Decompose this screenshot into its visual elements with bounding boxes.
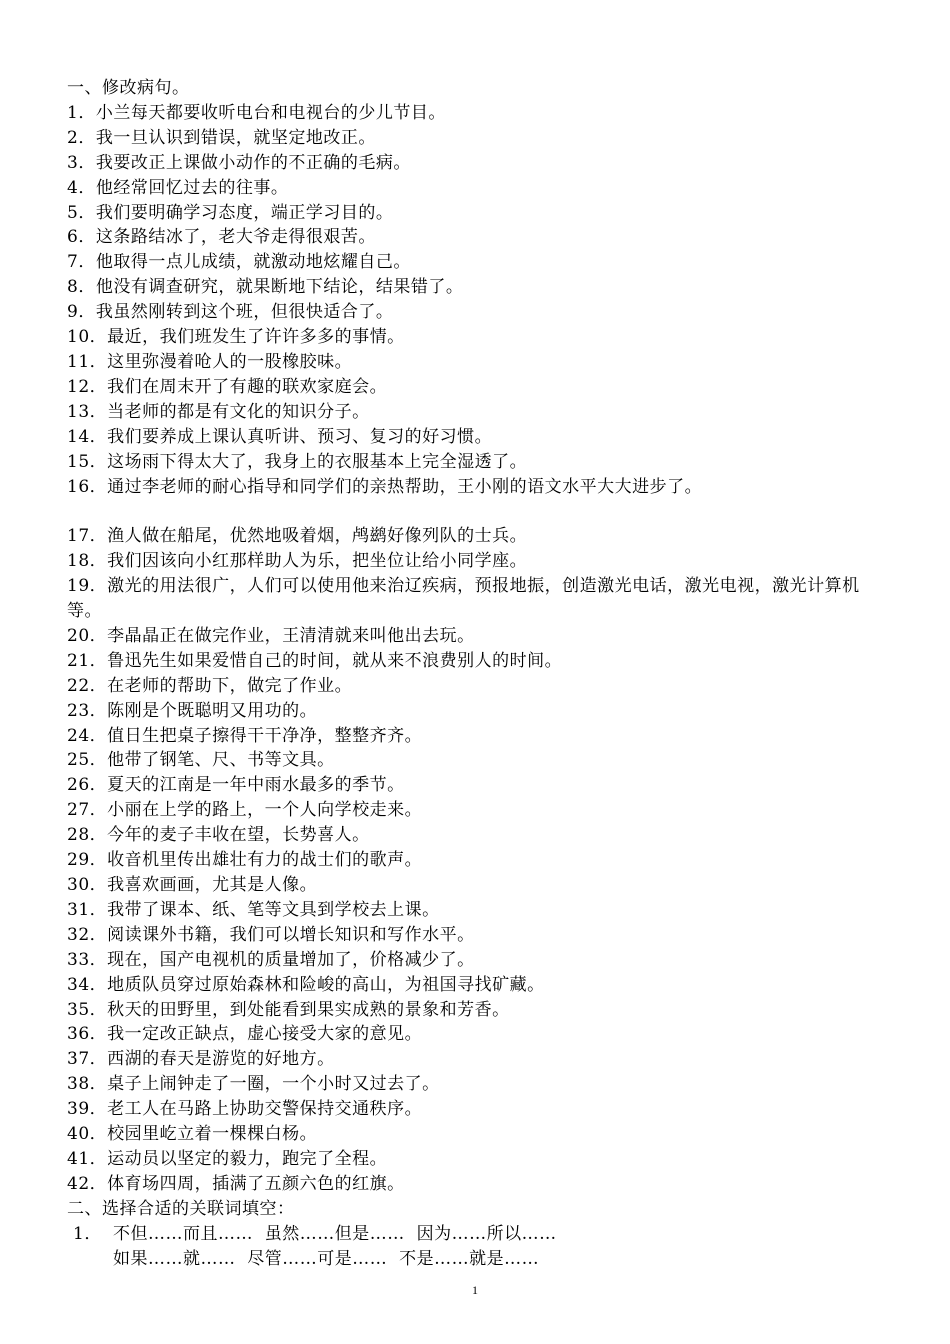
item-number: 30． xyxy=(67,874,108,895)
item-number: 8． xyxy=(67,277,96,298)
item-number: 37． xyxy=(67,1049,108,1070)
item-sentence: 收音机里传出雄壮有力的战士们的歌声。 xyxy=(107,850,423,871)
item-number: 4． xyxy=(67,177,96,198)
item-sentence: 小丽在上学的路上，一个人向学校走来。 xyxy=(107,800,423,821)
item-sentence: 秋天的田野里，到处能看到果实成熟的景象和芳香。 xyxy=(107,999,510,1020)
exercise-item xyxy=(67,574,877,624)
exercise-item xyxy=(67,101,877,126)
item-sentence: 我们要明确学习态度，端正学习目的。 xyxy=(95,202,394,223)
item-sentence: 他带了钢笔、尺、书等文具。 xyxy=(107,750,335,771)
item-sentence: 当老师的都是有文化的知识分子。 xyxy=(107,401,370,422)
item-number: 6． xyxy=(67,227,96,248)
item-sentence: 桌子上闹钟走了一圈，一个小时又过去了。 xyxy=(107,1074,440,1095)
section2-title: 二、选择合适的关联词填空： xyxy=(67,1198,295,1219)
item-number: 11． xyxy=(67,351,108,372)
exercise-item xyxy=(67,300,877,325)
exercise-item xyxy=(67,1097,877,1122)
item-number: 33． xyxy=(67,949,108,970)
exercise-item xyxy=(67,773,877,798)
item-sentence: 我们在周末开了有趣的联欢家庭会。 xyxy=(107,376,388,397)
conjunction-options-line-2: 如果……就…… 尽管……可是…… 不是……就是…… xyxy=(113,1248,540,1269)
exercise-item xyxy=(67,873,877,898)
exercise-item xyxy=(67,674,877,699)
exercise-list-continued xyxy=(67,524,877,1196)
item-sentence: 他取得一点儿成绩，就激动地炫耀自己。 xyxy=(95,252,411,273)
item-sentence: 地质队员穿过原始森林和险峻的高山，为祖国寻找矿藏。 xyxy=(107,974,545,995)
item-number: 29． xyxy=(67,850,108,871)
exercise-item xyxy=(67,998,877,1023)
exercise-item xyxy=(67,400,877,425)
item-number: 14． xyxy=(67,426,108,447)
section2-item-number: 1． xyxy=(73,1223,102,1244)
exercise-item xyxy=(67,275,877,300)
item-number: 1． xyxy=(67,102,96,123)
exercise-item xyxy=(67,176,877,201)
exercise-item xyxy=(67,126,877,151)
exercise-item xyxy=(67,923,877,948)
item-number: 38． xyxy=(67,1074,108,1095)
blank-line xyxy=(67,499,877,524)
item-number: 16． xyxy=(67,476,108,497)
item-number: 28． xyxy=(67,825,108,846)
exercise-item xyxy=(67,375,877,400)
exercise-list xyxy=(67,101,877,500)
item-number: 36． xyxy=(67,1024,108,1045)
item-number: 19． xyxy=(67,576,108,597)
item-sentence: 我一定改正缺点，虚心接受大家的意见。 xyxy=(107,1024,423,1045)
item-sentence: 他没有调查研究，就果断地下结论，结果错了。 xyxy=(95,277,464,298)
item-sentence: 这里弥漫着呛人的一股橡胶味。 xyxy=(107,351,353,372)
item-number: 25． xyxy=(67,750,108,771)
conjunction-options-row-2 xyxy=(67,1247,877,1272)
exercise-item xyxy=(67,748,877,773)
exercise-item xyxy=(67,624,877,649)
exercise-item xyxy=(67,699,877,724)
item-number: 24． xyxy=(67,725,108,746)
item-number: 42． xyxy=(67,1173,108,1194)
exercise-item xyxy=(67,1022,877,1047)
exercise-item xyxy=(67,1047,877,1072)
exercise-item xyxy=(67,201,877,226)
item-number: 9． xyxy=(67,302,96,323)
item-sentence: 我喜欢画画，尤其是人像。 xyxy=(107,874,318,895)
item-number: 32． xyxy=(67,924,108,945)
item-number: 20． xyxy=(67,625,108,646)
item-number: 26． xyxy=(67,775,108,796)
exercise-item xyxy=(67,450,877,475)
exercise-item xyxy=(67,151,877,176)
exercise-item xyxy=(67,973,877,998)
item-number: 21． xyxy=(67,650,108,671)
exercise-item xyxy=(67,1147,877,1172)
item-number: 10． xyxy=(67,327,108,348)
item-sentence: 今年的麦子丰收在望，长势喜人。 xyxy=(107,825,370,846)
item-number: 3． xyxy=(67,152,96,173)
exercise-item xyxy=(67,948,877,973)
item-sentence: 我一旦认识到错误，就坚定地改正。 xyxy=(95,127,376,148)
item-sentence: 我虽然刚转到这个班，但很快适合了。 xyxy=(95,302,394,323)
exercise-item xyxy=(67,798,877,823)
item-number: 23． xyxy=(67,700,108,721)
section1-title: 一、修改病句。 xyxy=(67,78,190,98)
exercise-item xyxy=(67,549,877,574)
item-sentence: 他经常回忆过去的往事。 xyxy=(95,177,289,198)
item-sentence: 渔人做在船尾，优然地吸着烟，鸬鹚好像列队的士兵。 xyxy=(107,526,528,547)
exercise-item xyxy=(67,475,877,500)
exercise-item xyxy=(67,1122,877,1147)
exercise-item xyxy=(67,823,877,848)
item-number: 2． xyxy=(67,127,96,148)
item-sentence: 激光的用法很广，人们可以使用他来治辽疾病，预报地振，创造激光电话，激光电视，激光计算机等。 xyxy=(67,576,860,622)
exercise-item xyxy=(67,425,877,450)
item-sentence: 夏天的江南是一年中雨水最多的季节。 xyxy=(107,775,405,796)
item-number: 18． xyxy=(67,551,108,572)
item-number: 35． xyxy=(67,999,108,1020)
exercise-item xyxy=(67,898,877,923)
exercise-item xyxy=(67,350,877,375)
exercise-item xyxy=(67,250,877,275)
item-sentence: 这场雨下得太大了，我身上的衣服基本上完全湿透了。 xyxy=(107,451,528,472)
item-number: 22． xyxy=(67,675,108,696)
exercise-item xyxy=(67,1072,877,1097)
item-sentence: 小兰每天都要收听电台和电视台的少儿节目。 xyxy=(95,102,446,123)
item-number: 15． xyxy=(67,451,108,472)
document-content xyxy=(67,76,877,1271)
item-sentence: 我们要养成上课认真听讲、预习、复习的好习惯。 xyxy=(107,426,493,447)
item-sentence: 李晶晶正在做完作业，王清清就来叫他出去玩。 xyxy=(107,625,475,646)
exercise-item xyxy=(67,524,877,549)
page-number: 1 xyxy=(472,1283,478,1297)
item-number: 13． xyxy=(67,401,108,422)
item-sentence: 运动员以坚定的毅力，跑完了全程。 xyxy=(107,1148,388,1169)
item-sentence: 陈刚是个既聪明又用功的。 xyxy=(107,700,318,721)
item-sentence: 体育场四周，插满了五颜六色的红旗。 xyxy=(107,1173,405,1194)
item-sentence: 我要改正上课做小动作的不正确的毛病。 xyxy=(95,152,411,173)
item-number: 40． xyxy=(67,1124,108,1145)
item-number: 12． xyxy=(67,376,108,397)
item-sentence: 我们因该向小红那样助人为乐，把坐位让给小同学座。 xyxy=(107,551,528,572)
item-sentence: 通过李老师的耐心指导和同学们的亲热帮助，王小刚的语文水平大大进步了。 xyxy=(107,476,703,497)
exercise-item xyxy=(67,225,877,250)
item-sentence: 现在，国产电视机的质量增加了，价格减少了。 xyxy=(107,949,475,970)
item-sentence: 校园里屹立着一棵棵白杨。 xyxy=(107,1124,318,1145)
item-number: 7． xyxy=(67,252,96,273)
item-number: 34． xyxy=(67,974,108,995)
exercise-item xyxy=(67,724,877,749)
item-number: 41． xyxy=(67,1148,108,1169)
conjunction-options-row-1 xyxy=(67,1222,877,1247)
item-sentence: 我带了课本、纸、笔等文具到学校去上课。 xyxy=(107,899,440,920)
item-number: 27． xyxy=(67,800,108,821)
item-number: 5． xyxy=(67,202,96,223)
conjunction-options-line-1: 不但……而且…… 虽然……但是…… 因为……所以…… xyxy=(113,1223,557,1244)
item-sentence: 阅读课外书籍，我们可以增长知识和写作水平。 xyxy=(107,924,475,945)
exercise-item xyxy=(67,649,877,674)
exercise-item xyxy=(67,1172,877,1197)
exercise-item xyxy=(67,848,877,873)
item-sentence: 值日生把桌子擦得干干净净，整整齐齐。 xyxy=(107,725,423,746)
exercise-item xyxy=(67,325,877,350)
item-sentence: 西湖的春天是游览的好地方。 xyxy=(107,1049,335,1070)
item-number: 39． xyxy=(67,1099,108,1120)
item-sentence: 在老师的帮助下，做完了作业。 xyxy=(107,675,353,696)
item-sentence: 老工人在马路上协助交警保持交通秩序。 xyxy=(107,1099,423,1120)
item-number: 17． xyxy=(67,526,108,547)
item-sentence: 这条路结冰了，老大爷走得很艰苦。 xyxy=(95,227,376,248)
item-sentence: 最近，我们班发生了许许多多的事情。 xyxy=(107,327,405,348)
item-sentence: 鲁迅先生如果爱惜自己的时间，就从来不浪费别人的时间。 xyxy=(107,650,563,671)
item-number: 31． xyxy=(67,899,108,920)
